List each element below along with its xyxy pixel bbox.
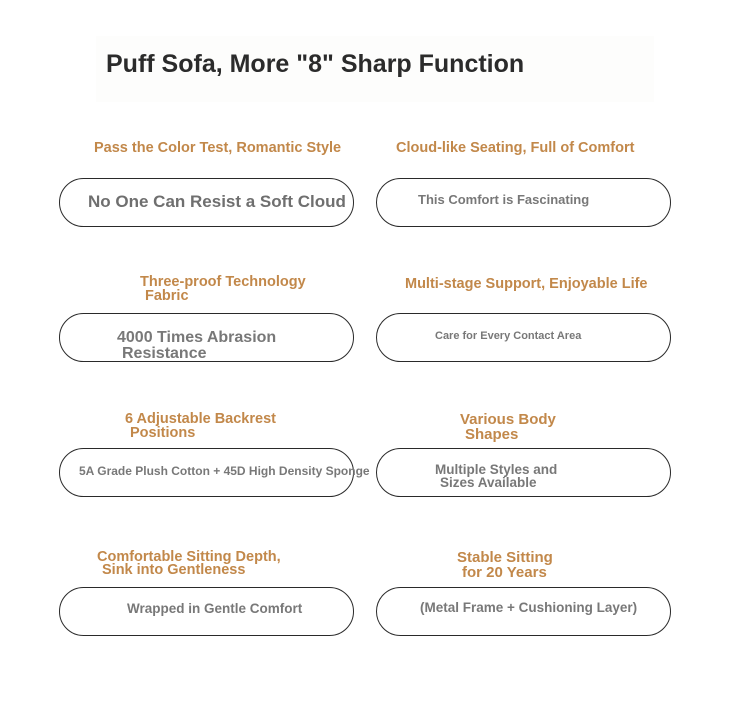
feature-text-line: 4000 Times Abrasion (117, 329, 277, 346)
feature-text (88, 192, 346, 211)
feature-text-line: (Metal Frame + Cushioning Layer) (420, 600, 638, 615)
feature-text (117, 330, 276, 362)
feature-text-line: Care for Every Contact Area (435, 330, 582, 342)
feature-heading (97, 551, 281, 577)
feature-heading-line: Three-proof Technology (140, 274, 306, 290)
feature-heading-line: Various Body (460, 411, 556, 428)
feature-heading-line: 6 Adjustable Backrest (125, 411, 276, 427)
feature-text (435, 463, 557, 489)
feature-heading-line: for 20 Years (462, 564, 547, 581)
feature-heading-line: Stable Sitting (457, 549, 553, 566)
feature-heading (460, 412, 556, 442)
feature-heading (405, 277, 648, 291)
feature-heading (94, 141, 341, 155)
feature-heading-line: Sink into Gentleness (102, 562, 246, 578)
feature-text-line: Multiple Styles and (435, 462, 558, 477)
feature-heading-line: Positions (130, 425, 196, 441)
feature-heading-line: Fabric (145, 288, 189, 304)
title-banner (96, 36, 654, 102)
feature-text (420, 601, 637, 615)
feature-text-line: Wrapped in Gentle Comfort (127, 601, 303, 616)
feature-heading (140, 275, 306, 303)
feature-text (127, 602, 302, 616)
feature-text-line: 5A Grade Plush Cotton + 45D High Density Sponge (79, 464, 370, 478)
feature-heading-line: Shapes (465, 426, 519, 443)
feature-heading-line: Comfortable Sitting Depth, (97, 549, 281, 565)
feature-text-line: This Comfort is Fascinating (418, 192, 590, 207)
feature-heading-line: Pass the Color Test, Romantic Style (94, 140, 342, 156)
feature-heading (125, 412, 276, 440)
feature-text (418, 193, 589, 207)
feature-text-line: Resistance (122, 345, 207, 362)
feature-text-line: Sizes Available (440, 475, 537, 490)
feature-heading-line: Multi-stage Support, Enjoyable Life (405, 276, 648, 292)
feature-text (79, 464, 370, 478)
page-title: Puff Sofa, More "8" Sharp Function (106, 50, 525, 78)
feature-heading (396, 141, 634, 155)
feature-heading-line: Cloud-like Seating, Full of Comfort (396, 140, 635, 156)
feature-text-line: No One Can Resist a Soft Cloud (88, 192, 346, 211)
feature-heading (457, 550, 553, 580)
feature-text (435, 329, 581, 343)
